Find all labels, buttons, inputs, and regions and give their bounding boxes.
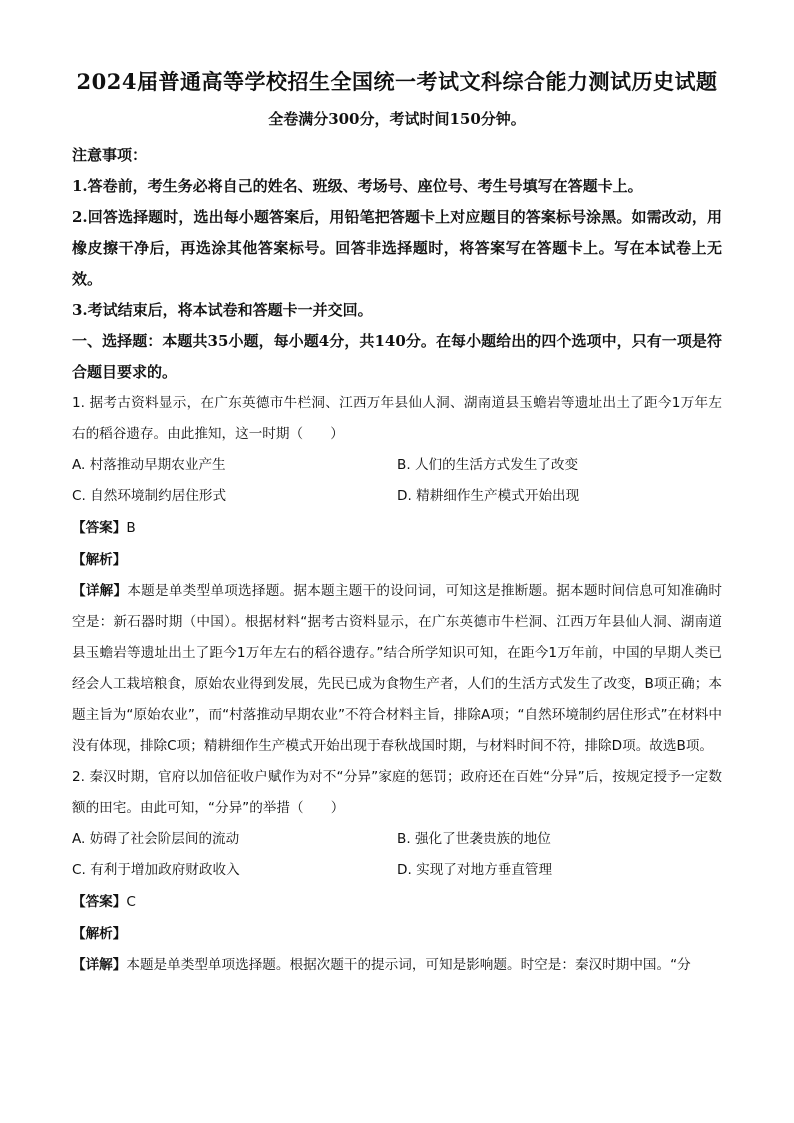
question-1-options-row-1 xyxy=(72,450,722,481)
page-subtitle: 全卷满分300分，考试时间150分钟。 xyxy=(268,110,526,128)
answer-value: B xyxy=(126,520,136,536)
notice-item-3: 3.考试结束后，将本试卷和答题卡一并交回。 xyxy=(72,301,373,319)
analysis-label: 【解析】 xyxy=(72,552,127,568)
detail-label: 【详解】 xyxy=(72,957,127,973)
document-body xyxy=(72,140,722,981)
notice-item-1: 1.答卷前，考生务必将自己的姓名、班级、考场号、座位号、考生号填写在答题卡上。 xyxy=(72,177,643,195)
question-1-answer xyxy=(72,512,722,544)
question-1-option-c: C. 自然环境制约居住形式 xyxy=(72,488,227,504)
detail-text: 本题是单类型单项选择题。据本题主题干的设问词，可知这是推断题。据本题时间信息可知准确时空是：新石器时期（中国）。根据材料“据考古资料显示，在广东英德市牛栏洞、江西万年县仙人洞、湖南道县玉蟾岩等遗址出土了距今1万年左右的稻谷遗存。”结合所学知识可知，在距今1万年前，中国的早期人类已经会人工栽培粮食，原始农业得到发展，先民已成为食物生产者，人们的生活方式发生了改变，B项正确；本题主旨为“原始农业”，而“村落推动早期农业”不符合材料主旨，排除A项；“自然环境制约居住形式”在材料中没有体现，排除C项；精耕细作生产模式开始出现于春秋战国时期，与材料时间不符，排除D项。故选B项。 xyxy=(72,583,723,754)
question-2-option-b: B. 强化了世袭贵族的地位 xyxy=(397,831,551,847)
question-1-option-a: A. 村落推动早期农业产生 xyxy=(72,457,226,473)
question-1-analysis xyxy=(72,544,722,576)
question-2-option-a: A. 妨碍了社会阶层间的流动 xyxy=(72,831,240,847)
question-1-detail xyxy=(72,576,722,762)
question-1-stem: 1. 据考古资料显示，在广东英德市牛栏洞、江西万年县仙人洞、湖南道县玉蟾岩等遗址出土了距今1万年左右的稻谷遗存。由此推知，这一时期（ ） xyxy=(72,395,722,442)
analysis-label: 【解析】 xyxy=(72,926,127,942)
detail-text: 本题是单类型单项选择题。根据次题干的提示词，可知是影响题。时空是：秦汉时期中国。“分 xyxy=(126,957,691,973)
page-title: 2024届普通高等学校招生全国统一考试文科综合能力测试历史试题 xyxy=(76,69,718,94)
question-2-options-row-1 xyxy=(72,824,722,855)
answer-label: 【答案】 xyxy=(72,520,127,536)
answer-label: 【答案】 xyxy=(72,894,127,910)
notice-heading: 注意事项： xyxy=(72,146,148,164)
question-2-option-d: D. 实现了对地方垂直管理 xyxy=(397,862,553,878)
answer-value: C xyxy=(126,894,136,910)
question-1-option-d: D. 精耕细作生产模式开始出现 xyxy=(397,488,580,504)
question-2-option-c: C. 有利于增加政府财政收入 xyxy=(72,862,240,878)
detail-label: 【详解】 xyxy=(72,583,128,599)
notice-item-2: 2.回答选择题时，选出每小题答案后，用铅笔把答题卡上对应题目的答案标号涂黑。如需改动，用橡皮擦干净后，再选涂其他答案标号。回答非选择题时，将答案写在答题卡上。写在本试卷上无效。 xyxy=(72,208,722,288)
section-heading: 一、选择题：本题共35小题，每小题4分，共140分。在每小题给出的四个选项中，只有一项是符合题目要求的。 xyxy=(72,332,722,381)
question-1-options-row-2 xyxy=(72,481,722,512)
question-2-stem: 2. 秦汉时期，官府以加倍征收户赋作为对不“分异”家庭的惩罚；政府还在百姓“分异”后，按规定授予一定数额的田宅。由此可知，“分异”的举措（ ） xyxy=(72,769,722,816)
question-2-analysis xyxy=(72,918,722,950)
question-1-option-b: B. 人们的生活方式发生了改变 xyxy=(397,457,579,473)
question-2-detail xyxy=(72,950,722,981)
question-2-options-row-2 xyxy=(72,855,722,886)
question-2-answer xyxy=(72,886,722,918)
